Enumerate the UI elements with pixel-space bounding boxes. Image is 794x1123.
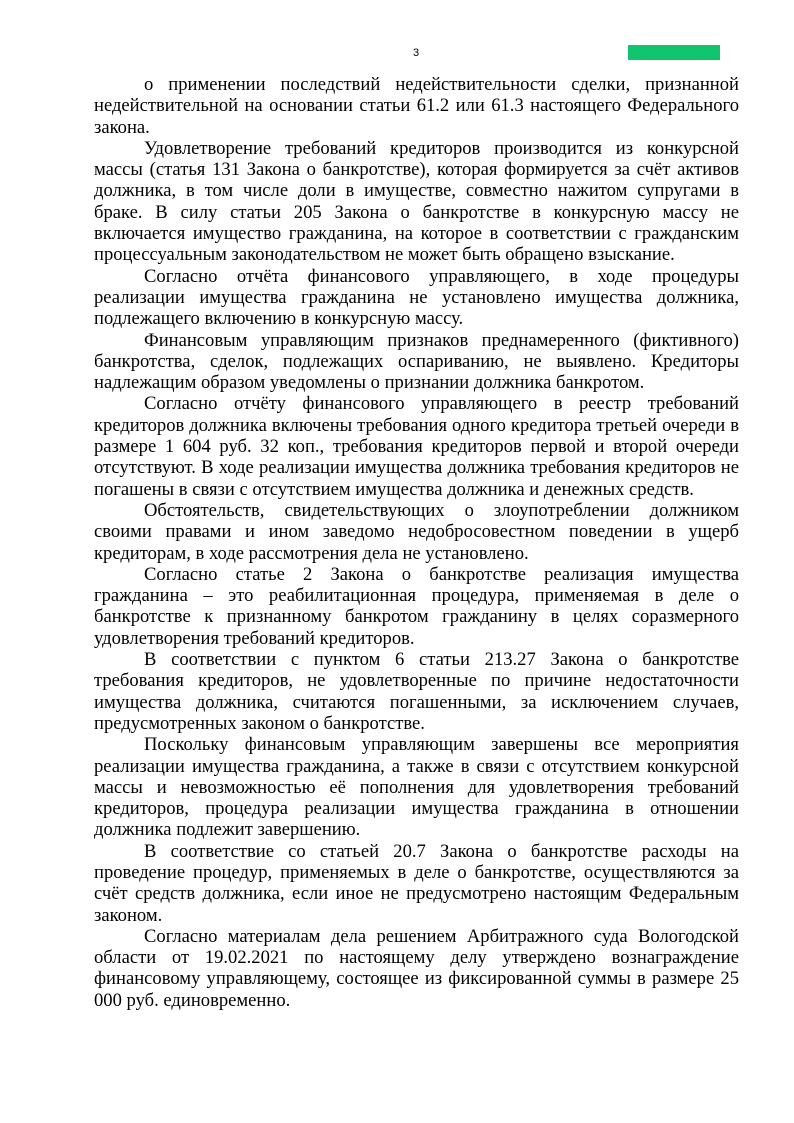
paragraph: Согласно материалам дела решением Арбитражного суда Вологодской области от 19.02.2021 по настоящему делу утверждено вознаграждение финансовому управляющему, состоящее из фиксированной суммы в размере 25 000 руб. единовременно.	[94, 925, 739, 1011]
page-number: 3	[412, 47, 420, 59]
paragraph-continuation: о применении последствий недействительности сделки, признанной недействительной на основании статьи 61.2 или 61.3 настоящего Федерального закона.	[94, 74, 739, 138]
paragraph: Обстоятельств, свидетельствующих о злоупотреблении должником своими правами и ином заведомо недобросовестном поведении в ущерб кредиторам, в ходе рассмотрения дела не установлено.	[94, 499, 739, 564]
paragraph: Поскольку финансовым управляющим завершены все мероприятия реализации имущества гражданина, а также в связи с отсутствием конкурсной массы и невозможностью её пополнения для удовлетворения требований кредиторов, процедура реализации имущества гражданина в отношении должника подлежит завершению.	[94, 734, 739, 841]
paragraph: В соответствии с пунктом 6 статьи 213.27 Закона о банкротстве требования кредиторов, не удовлетворенные по причине недостаточности имущества должника, считаются погашенными, за исключением случаев, предусмотренных законом о банкротстве.	[94, 649, 739, 734]
header-marker-bar	[628, 45, 720, 60]
paragraph: Согласно отчёта финансового управляющего, в ходе процедуры реализации имущества гражданина не установлено имущества должника, подлежащего включению в конкурсную массу.	[94, 265, 739, 330]
paragraph: Финансовым управляющим признаков преднамеренного (фиктивного) банкротства, сделок, подлежащих оспариванию, не выявлено. Кредиторы надлежащим образом уведомлены о признании должника банкротом.	[94, 329, 739, 394]
paragraph: В соответствие со статьей 20.7 Закона о банкротстве расходы на проведение процедур, применяемых в деле о банкротстве, осуществляются за счёт средств должника, если иное не предусмотрено настоящим Федеральным законом.	[94, 840, 739, 926]
paragraph: Согласно отчёту финансового управляющего в реестр требований кредиторов должника включены требования одного кредитора третьей очереди в размере 1 604 руб. 32 коп., требования кредиторов первой и второй очереди отсутствуют. В ходе реализации имущества должника требования кредиторов не погашены в связи с отсутствием имущества должника и денежных средств.	[94, 393, 739, 500]
paragraph: Удовлетворение требований кредиторов производится из конкурсной массы (статья 131 Закона о банкротстве), которая формируется за счёт активов должника, в том числе доли в имуществе, совместно нажитом супругами в браке. В силу статьи 205 Закона о банкротстве в конкурсную массу не включается имущество гражданина, на которое в соответствии с гражданским процессуальным законодательством не может быть обращено взыскание.	[94, 137, 739, 266]
paragraph: Согласно статье 2 Закона о банкротстве реализация имущества гражданина – это реабилитационная процедура, применяемая в деле о банкротстве к признанному банкротом гражданину в целях соразмерного удовлетворения требований кредиторов.	[94, 563, 739, 649]
document-body	[94, 74, 739, 1011]
